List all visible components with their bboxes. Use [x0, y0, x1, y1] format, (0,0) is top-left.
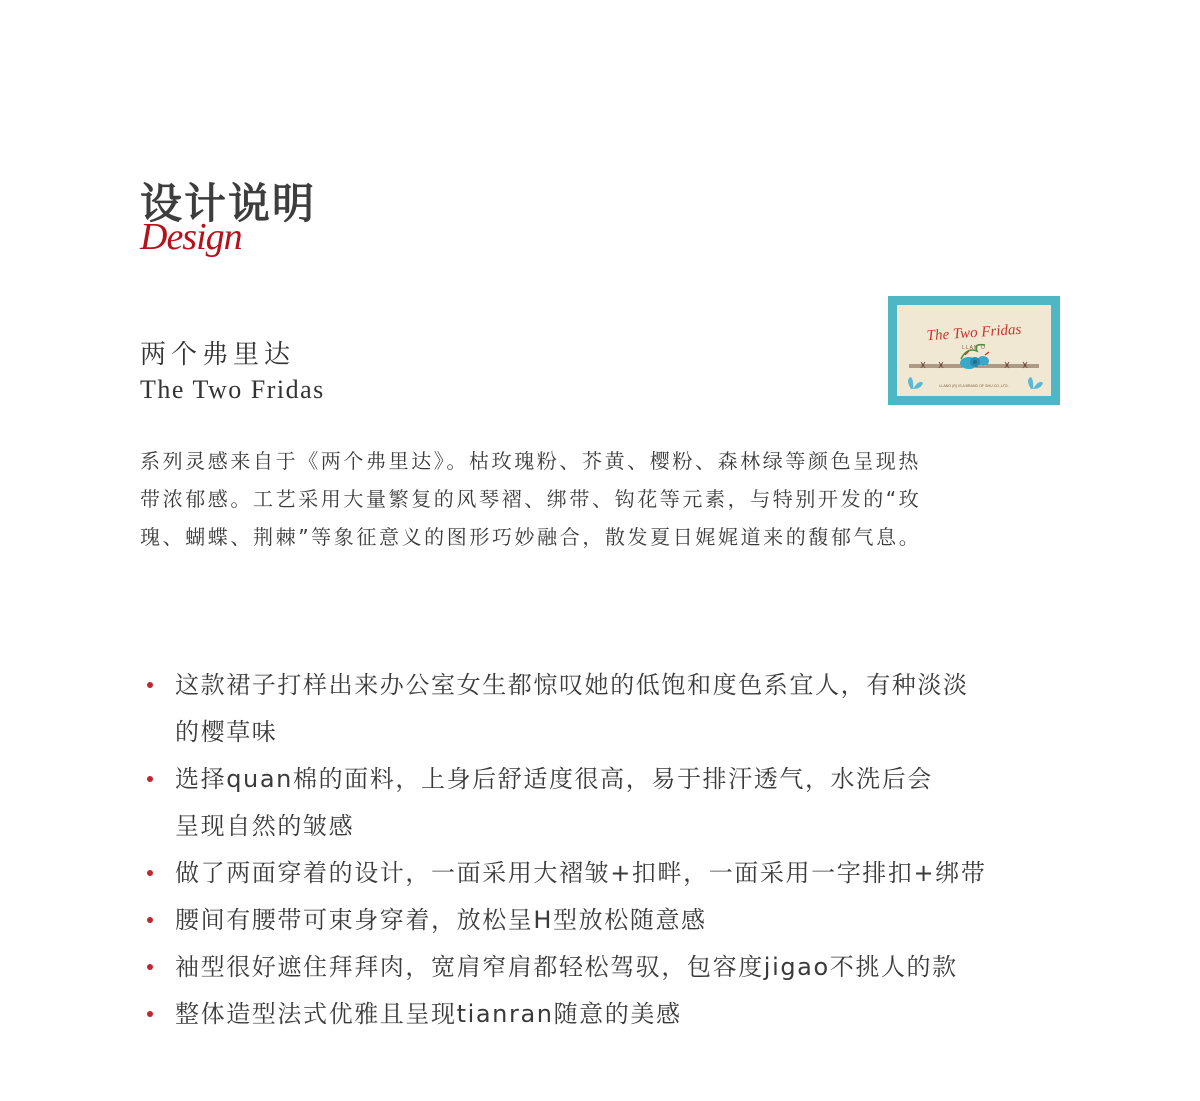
list-item-line: 的樱草味 — [175, 718, 278, 746]
logo-footer-text: LLANO (R) IS A BRAND OF SHU CO.,LTD. — [939, 384, 1009, 388]
logo-script-text: The Two Fridas — [926, 321, 1022, 345]
bullet-dot-icon — [147, 1011, 153, 1017]
list-item-line: 袖型很好遮住拜拜肉，宽肩窄肩都轻松驾驭，包容度jigao不挑人的款 — [175, 953, 958, 981]
heading-title-cn: 设计说明 — [140, 179, 317, 228]
bullet-dot-icon — [147, 917, 153, 923]
description-line: 瑰、蝴蝶、荆棘”等象征意义的图形巧妙融合，散发夏日娓娓道来的馥郁气息。 — [140, 525, 922, 549]
bullet-dot-icon — [147, 964, 153, 970]
feature-list — [140, 662, 1090, 1038]
heading-title-en: Design — [140, 216, 242, 258]
section-heading — [140, 178, 540, 268]
list-item — [140, 991, 1090, 1038]
bullet-dot-icon — [147, 776, 153, 782]
description-line: 带浓郁感。工艺采用大量繁复的风琴褶、绑带、钩花等元素，与特别开发的“玫 — [140, 487, 922, 511]
list-item-line: 整体造型法式优雅且呈现tianran随意的美感 — [175, 1000, 682, 1028]
description-paragraph — [140, 442, 1065, 556]
list-item-line: 做了两面穿着的设计，一面采用大褶皱+扣畔，一面采用一字排扣+绑带 — [175, 859, 987, 887]
list-item-line: 腰间有腰带可束身穿着，放松呈H型放松随意感 — [175, 906, 707, 934]
butterfly-left-icon — [908, 377, 923, 389]
list-item-line: 呈现自然的皱感 — [175, 812, 355, 840]
list-item — [140, 756, 1090, 850]
list-item — [140, 662, 1090, 756]
list-item-line: 选择quan棉的面料，上身后舒适度很高，易于排汗透气，水洗后会 — [175, 765, 933, 793]
series-title-cn: 两个弗里达 — [140, 340, 296, 370]
list-item — [140, 897, 1090, 944]
list-item-line: 这款裙子打样出来办公室女生都惊叹她的低饱和度色系宜人，有种淡淡 — [175, 671, 969, 699]
list-item — [140, 850, 1090, 897]
series-title-en: The Two Fridas — [140, 375, 325, 404]
description-line: 系列灵感来自于《两个弗里达》。枯玫瑰粉、芥黄、樱粉、森林绿等颜色呈现热 — [140, 449, 921, 473]
brand-logo-paper — [897, 305, 1051, 396]
brand-logo-artwork — [897, 305, 1051, 396]
series-title — [140, 336, 640, 406]
bullet-dot-icon — [147, 870, 153, 876]
list-item — [140, 944, 1090, 991]
brand-logo-card — [888, 296, 1060, 405]
butterfly-right-icon — [1028, 377, 1043, 389]
logo-sub-text: LLAN O — [962, 345, 986, 351]
bullet-dot-icon — [147, 682, 153, 688]
